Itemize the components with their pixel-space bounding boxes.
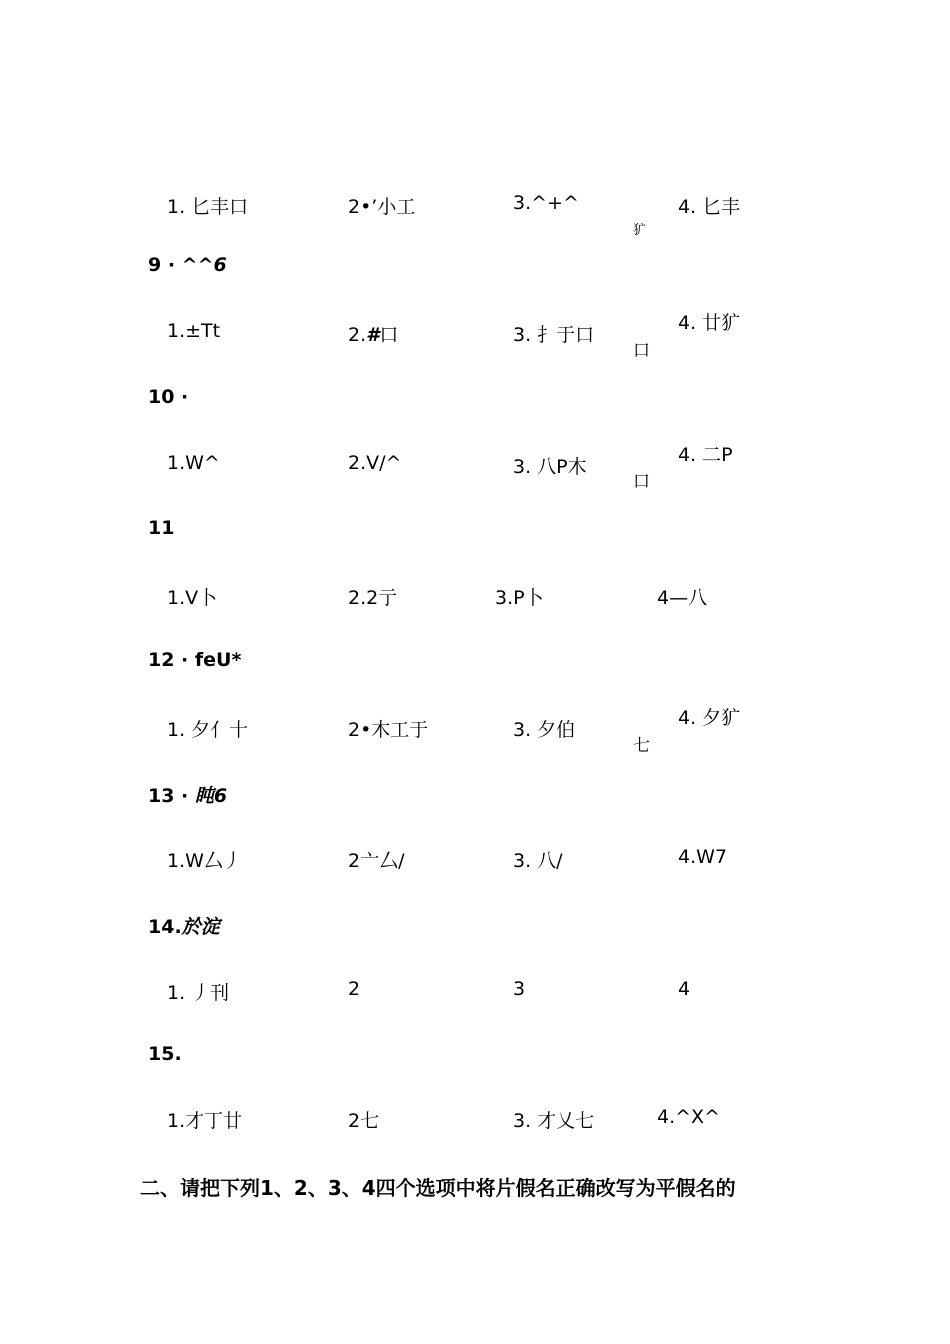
question-12-stem <box>148 649 241 671</box>
option-3: 3. 夕伯 <box>513 719 576 741</box>
option-3: 3 <box>513 978 526 1000</box>
option-4: 4. 匕丰 <box>678 196 741 218</box>
option-1: 1.W厶丿 <box>167 850 242 872</box>
question-11-stem <box>148 517 174 539</box>
option-2: 2•’小工 <box>348 196 416 218</box>
section-heading: 二、请把下列1、2、3、4四个选项中将片假名正确改写为平假名的 <box>140 1176 736 1200</box>
question-10-number: 10 · <box>148 386 189 408</box>
option-4: 4.^X^ <box>657 1106 720 1128</box>
option-4: 4. 夕犷 <box>678 707 741 729</box>
option-3: 3. 八/ <box>513 850 563 872</box>
question-14-number: 14. <box>148 916 182 938</box>
option-1: 1.±Tt <box>167 320 221 342</box>
option-4: 4. 廿犷 <box>678 312 741 334</box>
option-1: 1. 匕丰口 <box>167 196 249 218</box>
option-1: 1. 夕亻十 <box>167 719 249 741</box>
question-13-text: 盹6 <box>194 785 228 807</box>
option-1: 1.W^ <box>167 452 220 474</box>
question-11-number: 11 <box>148 517 175 539</box>
option-4-overflow: 口 <box>633 472 650 492</box>
question-14-text: 於淀 <box>181 916 220 938</box>
question-9-stem <box>148 254 227 276</box>
question-12-number: 12 · feU* <box>148 649 242 671</box>
option-3: 3. 八P木 <box>513 456 587 478</box>
option-2: 2.2亍 <box>348 587 398 609</box>
option-4: 4—八 <box>657 587 708 609</box>
option-2: 2 <box>348 978 361 1000</box>
question-14-stem <box>148 912 220 939</box>
option-1: 1.才丁廿 <box>167 1110 243 1132</box>
option-2: 2•木工于 <box>348 719 429 741</box>
option-4: 4. 二P <box>678 444 733 466</box>
question-13-number: 13 · <box>148 785 195 807</box>
option-4: 4.W7 <box>678 846 728 868</box>
option-1: 1. 丿刊 <box>167 982 230 1004</box>
question-9-number: 9 · <box>148 254 182 276</box>
option-4: 4 <box>678 978 691 1000</box>
question-13-stem <box>148 781 227 808</box>
option-2: 2.#口 <box>348 324 399 346</box>
question-10-stem <box>148 386 188 408</box>
option-2-mark: # <box>366 324 380 346</box>
option-1: 1.V卜 <box>167 587 218 609</box>
option-3: 3.P卜 <box>495 587 544 609</box>
option-4-overflow: 口 <box>633 341 650 361</box>
option-3: 3.^+^ <box>513 192 579 214</box>
option-2: 2亠厶/ <box>348 850 405 872</box>
option-2: 2七 <box>348 1110 380 1132</box>
option-4-overflow: 七 <box>633 736 650 756</box>
question-9-text: ^^6 <box>181 254 227 276</box>
option-3: 3. 才乂七 <box>513 1110 595 1132</box>
option-4-overflow: 犷 <box>633 223 647 238</box>
question-15-number: 15. <box>148 1043 182 1065</box>
option-2: 2.V/^ <box>348 452 402 474</box>
question-15-stem <box>148 1043 182 1065</box>
option-3: 3. 扌于口 <box>513 324 595 346</box>
